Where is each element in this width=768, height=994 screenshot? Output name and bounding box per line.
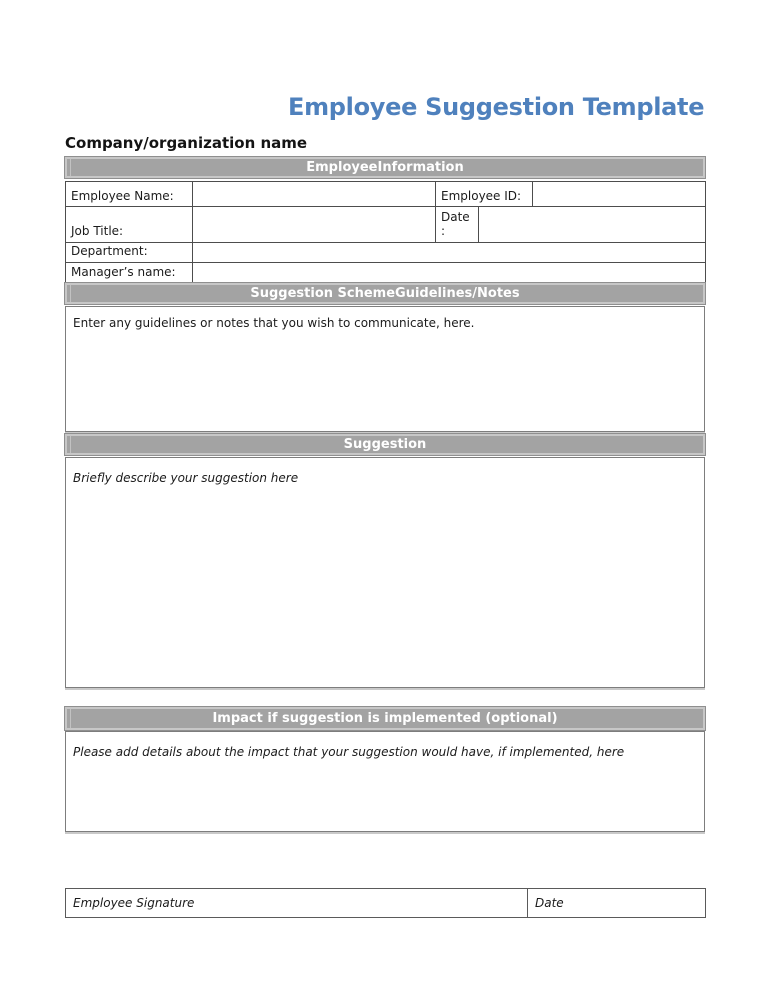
company-name-heading: Company/organization name	[65, 134, 308, 152]
suggestion-box[interactable]	[65, 457, 705, 688]
date-field[interactable]	[479, 207, 706, 243]
job-title-label: Job Title:	[66, 207, 193, 243]
section-header-impact	[65, 707, 705, 730]
suggestion-placeholder-text: Briefly describe your suggestion here	[73, 471, 299, 485]
table-row	[66, 207, 706, 243]
impact-box[interactable]	[65, 731, 705, 832]
department-field[interactable]	[193, 242, 706, 262]
impact-placeholder-text: Please add details about the impact that your suggestion would have, if implemented, here	[73, 745, 625, 759]
section-header-label: Suggestion	[343, 437, 427, 452]
table-row	[66, 242, 706, 262]
section-header-suggestion	[65, 434, 705, 455]
section-header-label: Impact if suggestion is implemented (optional)	[212, 711, 558, 726]
employee-signature-cell[interactable]: Employee Signature	[66, 889, 528, 918]
job-title-field[interactable]	[193, 207, 436, 243]
department-label: Department:	[66, 242, 193, 262]
employee-id-label: Employee ID:	[436, 182, 533, 207]
guidelines-text: Enter any guidelines or notes that you wish to communicate, here.	[73, 316, 475, 330]
section-header-guidelines	[65, 283, 705, 304]
employee-name-field[interactable]	[193, 182, 436, 207]
employee-id-field[interactable]	[533, 182, 706, 207]
manager-name-field[interactable]	[193, 262, 706, 283]
section-header-employee-information	[65, 157, 705, 178]
guidelines-box[interactable]	[65, 306, 705, 432]
signature-date-cell[interactable]: Date	[528, 889, 706, 918]
table-row	[66, 182, 706, 207]
page-title: Employee Suggestion Template	[288, 93, 705, 121]
employee-info-table	[65, 181, 706, 284]
table-row	[66, 262, 706, 283]
table-row	[66, 889, 706, 918]
employee-name-label: Employee Name:	[66, 182, 193, 207]
signature-table	[65, 888, 706, 918]
section-header-label: Suggestion SchemeGuidelines/Notes	[250, 286, 520, 301]
section-header-label: EmployeeInformation	[306, 160, 464, 175]
manager-name-label: Manager’s name:	[66, 262, 193, 283]
date-label: Date :	[436, 207, 479, 243]
